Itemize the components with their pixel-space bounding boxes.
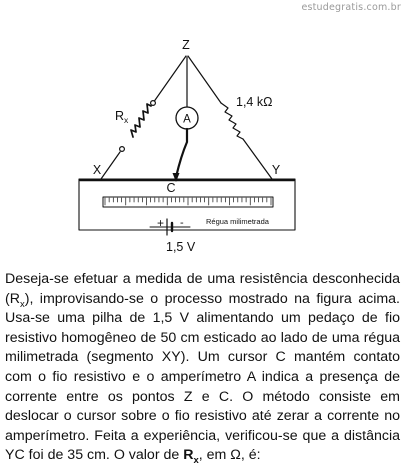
watermark: estudegratis.com.br [301,2,401,13]
terminal-rx-bottom [120,147,125,152]
problem-rx-subscript: x [19,298,25,310]
wire-z-to-rx [153,56,186,103]
ruler-ticks [105,198,271,205]
terminal-rx-top [151,101,156,106]
problem-text-part2: ), improvisando-se o processo mostrado na figura acima. Usa-se uma pilha de 1,5 V alimentando um pedaço de fio resistivo homogêneo de 50 cm esticado ao lado de uma régua milimetrada (segmento XY). Um cursor C mantém contato com o fio resistivo e o amperímetro A indica a presença de corrente entre os pontos Z e C. O método consiste em deslocar o cursor sobre o fio resistivo até zerar a corrente no amperímetro. Feita a experiência, verificou-se que a distância YC foi de 35 cm. O valor de [5,290,400,464]
battery-voltage-label: 1,5 V [166,240,196,254]
node-c-label: C [166,181,176,195]
node-y-label: Y [271,163,281,177]
resistor-rx-label: $R_x$ [115,109,129,125]
resistor-rx-icon [131,104,151,137]
problem-text-part3: , em Ω, é: [198,447,261,464]
wire-rx-to-x [101,152,120,179]
battery-minus-label: - [180,217,184,229]
wire-z-to-resistor [188,56,221,103]
node-x-label: X [92,163,102,177]
problem-text-part1: Deseja-se efetuar a medida de uma resistência desconhecida (R [5,271,400,307]
battery-plus-label: + [157,216,165,230]
wire-ammeter-to-cursor [176,129,187,177]
wire-resistor-to-y [243,139,272,179]
problem-rx-symbol: $R_x$ [183,447,199,466]
ruler-label: Régua milimetrada [206,217,269,226]
resistor-known-label: 1,4 kΩ [236,95,273,109]
ammeter-label: A [183,113,191,126]
problem-statement [5,270,400,466]
node-z-label: Z [182,38,190,52]
